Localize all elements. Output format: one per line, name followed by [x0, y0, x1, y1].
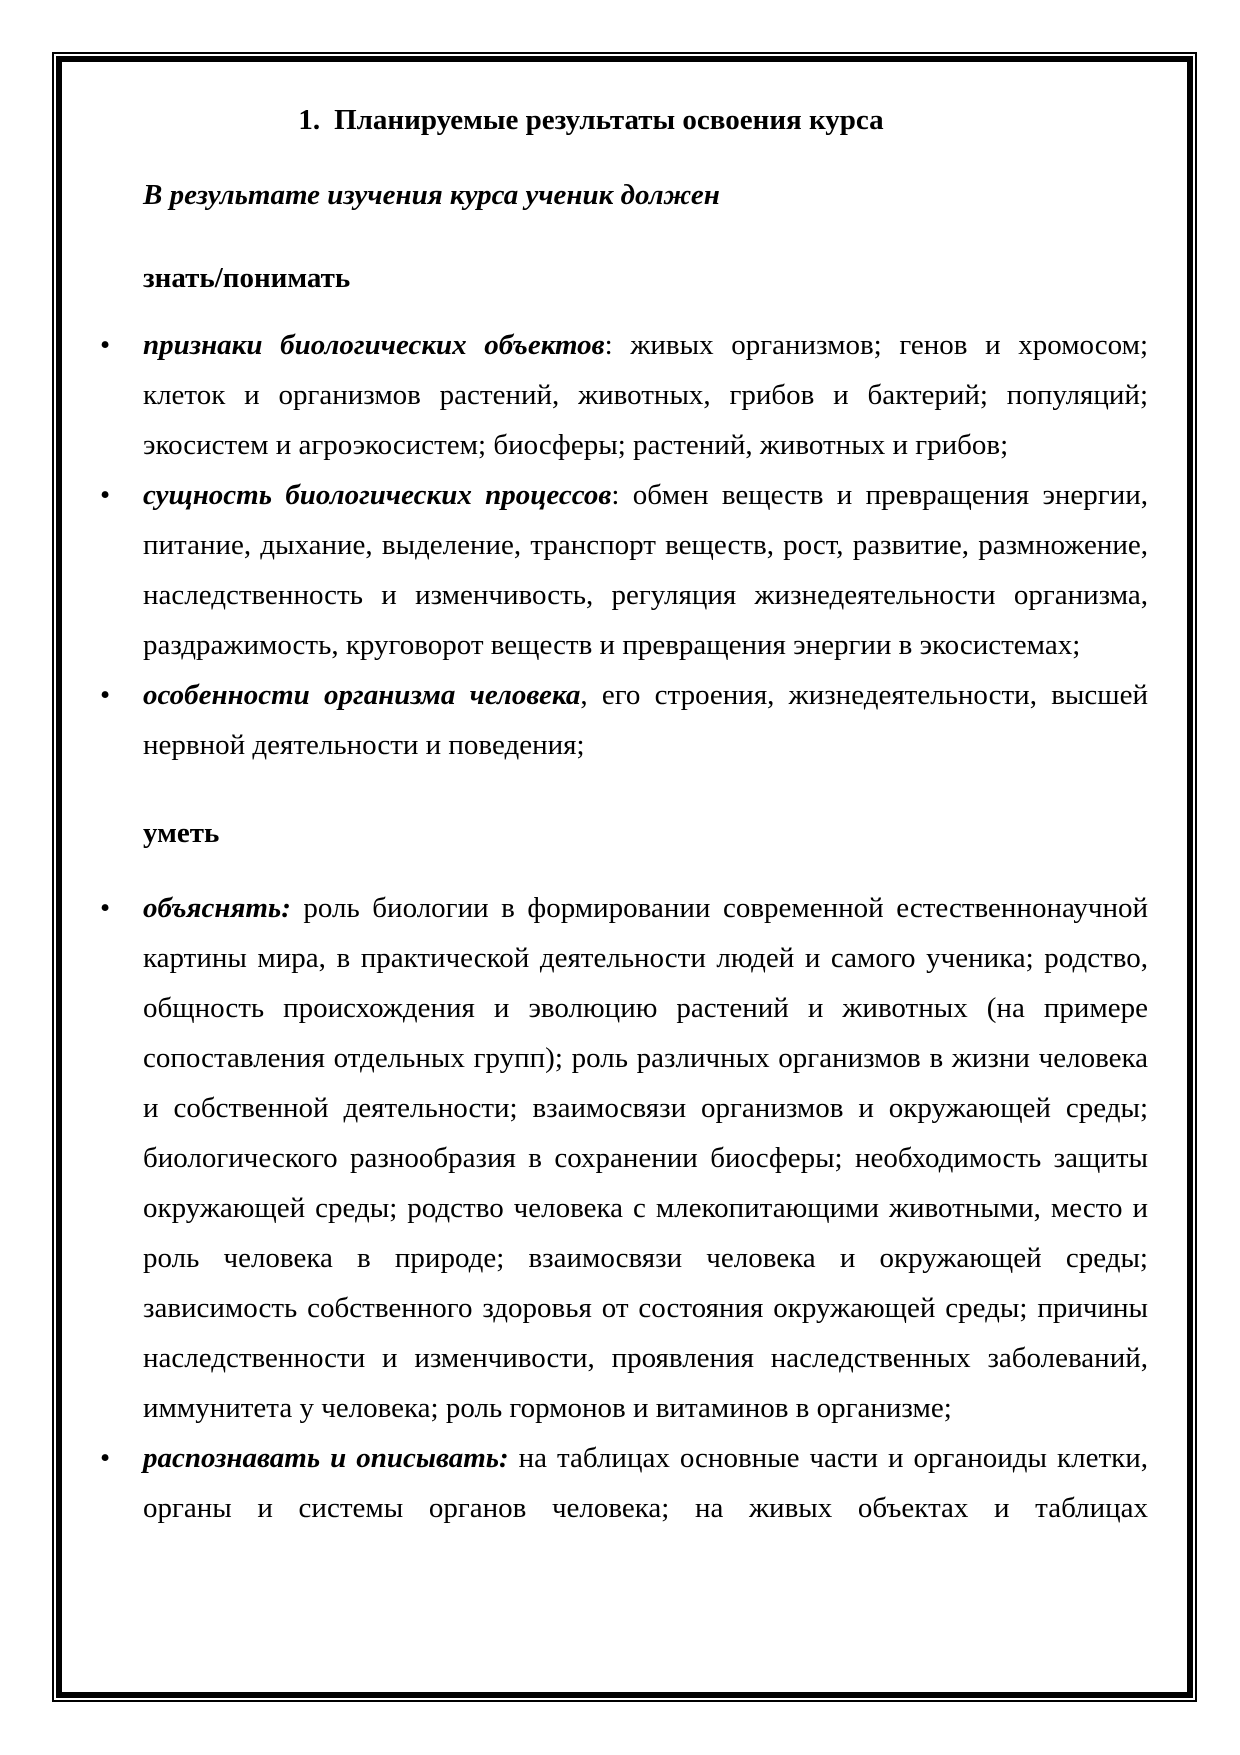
bullet-lead: признаки биологических объектов — [143, 329, 605, 361]
bullet-text: роль биологии в формировании современной естественнонаучной картины мира, в практической деятельности людей и самого ученика; родство, общность происхождения и эволюцию растений и животных (на примере сопоставления отдельных групп); роль различных организмов в жизни человека и собственной деятельности; взаимосвязи организмов и окружающей среды; биологического разнообразия в сохранении биосферы; необходимость защиты окружающей среды; родство человека с млекопитающими животными, место и роль человека в природе; взаимосвязи человека и окружающей среды; зависимость собственного здоровья от состояния окружающей среды; причины наследственности и изменчивости, проявления наследственных заболеваний, иммунитета у человека; роль гормонов и витаминов в организме; — [143, 892, 1148, 1424]
page-title — [143, 95, 1039, 145]
bullet-text: : обмен веществ и превращения энергии, питание, дыхание, выделение, транспорт веществ, рост, развитие, размножение, наследственность и изменчивость, регуляция жизнедеятельности организма, раздражимость, круговорот веществ и превращения энергии в экосистемах; — [143, 479, 1148, 661]
title-text: Планируемые результаты освоения курса — [334, 104, 884, 136]
heading-know-understand: знать/понимать — [143, 262, 351, 294]
list-item — [143, 470, 1148, 670]
bullet-text: : живых организмов; генов и хромосом; клеток и организмов растений, животных, грибов и бактерий; популяций; экосистем и агроэкосистем; биосферы; растений, животных и грибов; — [143, 329, 1149, 461]
bullet-lead: объяснять: — [143, 892, 291, 924]
bullet-lead: распознавать и описывать: — [143, 1442, 509, 1474]
list-item — [143, 883, 1148, 1433]
bullet-lead: сущность биологических процессов — [143, 479, 612, 511]
list-item — [143, 670, 1148, 770]
list-item — [143, 1433, 1148, 1533]
bullet-list-able — [143, 883, 1148, 1533]
intro-line: В результате изучения курса ученик должен — [143, 179, 720, 211]
title-number: 1. — [298, 104, 321, 136]
page-border-outer — [52, 52, 1197, 1702]
bullet-lead: особенности организма человека — [143, 679, 581, 711]
bullet-text: , его строения, жизнедеятельности, высшей нервной деятельности и поведения; — [143, 679, 1148, 761]
page-border-inner — [56, 56, 1193, 1698]
bullet-text: на таблицах основные части и органоиды клетки, органы и системы органов человека; на живых объектах и таблицах — [143, 1442, 1148, 1524]
bullet-list-know — [143, 320, 1148, 770]
heading-able-to: уметь — [143, 817, 220, 849]
list-item — [143, 320, 1148, 470]
